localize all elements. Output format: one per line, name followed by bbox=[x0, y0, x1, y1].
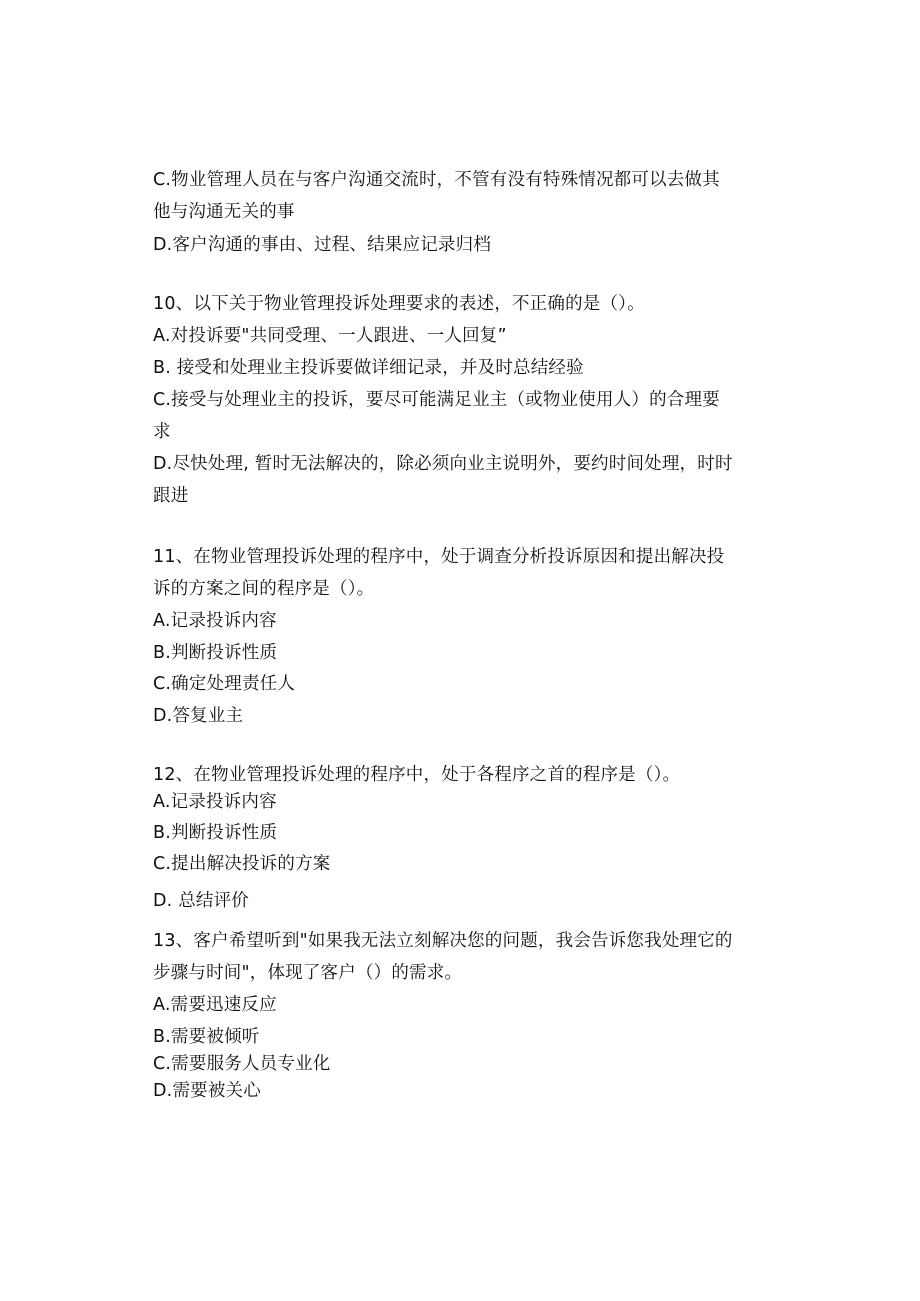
q9-option-c-line1: C.物业管理人员在与客户沟通交流时，不管有没有特殊情况都可以去做其 bbox=[153, 170, 720, 190]
q10-question: 10、以下关于物业管理投诉处理要求的表述，不正确的是（）。 bbox=[153, 294, 645, 314]
q11-option-d: D.答复业主 bbox=[153, 706, 244, 726]
q13-option-d: D.需要被关心 bbox=[153, 1081, 261, 1101]
q11-option-b: B.判断投诉性质 bbox=[153, 643, 278, 663]
q10-option-c-line1: C.接受与处理业主的投诉，要尽可能满足业主（或物业使用人）的合理要 bbox=[153, 390, 720, 410]
q10-option-c-line2: 求 bbox=[153, 422, 171, 442]
q11-question-line1: 11、在物业管理投诉处理的程序中，处于调查分析投诉原因和提出解决投 bbox=[153, 547, 725, 567]
q13-option-b: B.需要被倾听 bbox=[153, 1027, 260, 1047]
q10-option-d-line1: D.尽快处理, 暂时无法解决的，除必须向业主说明外，要约时间处理，时时 bbox=[153, 454, 733, 474]
q12-option-c: C.提出解决投诉的方案 bbox=[153, 854, 331, 874]
q10-option-d-line2: 跟进 bbox=[153, 486, 189, 506]
q9-option-d: D.客户沟通的事由、过程、结果应记录归档 bbox=[153, 235, 492, 255]
q10-option-b: B. 接受和处理业主投诉要做详细记录，并及时总结经验 bbox=[153, 358, 584, 378]
q13-question-line1: 13、客户希望听到"如果我无法立刻解决您的问题，我会告诉您我处理它的 bbox=[153, 931, 733, 951]
q13-question-line2: 步骤与时间"，体现了客户（）的需求。 bbox=[153, 963, 463, 983]
q9-option-c-line2: 他与沟通无关的事 bbox=[153, 202, 295, 222]
q12-option-a: A.记录投诉内容 bbox=[153, 792, 277, 812]
q11-question-line2: 诉的方案之间的程序是（）。 bbox=[153, 579, 375, 599]
q12-option-d: D. 总结评价 bbox=[153, 891, 250, 911]
q10-option-a: A.对投诉要"共同受理、一人跟进、一人回复” bbox=[153, 326, 507, 346]
q11-option-c: C.确定处理责任人 bbox=[153, 674, 296, 694]
q11-option-a: A.记录投诉内容 bbox=[153, 611, 277, 631]
q13-option-a: A.需要迅速反应 bbox=[153, 995, 277, 1015]
q13-option-c: C.需要服务人员专业化 bbox=[153, 1054, 331, 1074]
q12-question: 12、在物业管理投诉处理的程序中，处于各程序之首的程序是（）。 bbox=[153, 765, 681, 785]
q12-option-b: B.判断投诉性质 bbox=[153, 823, 278, 843]
